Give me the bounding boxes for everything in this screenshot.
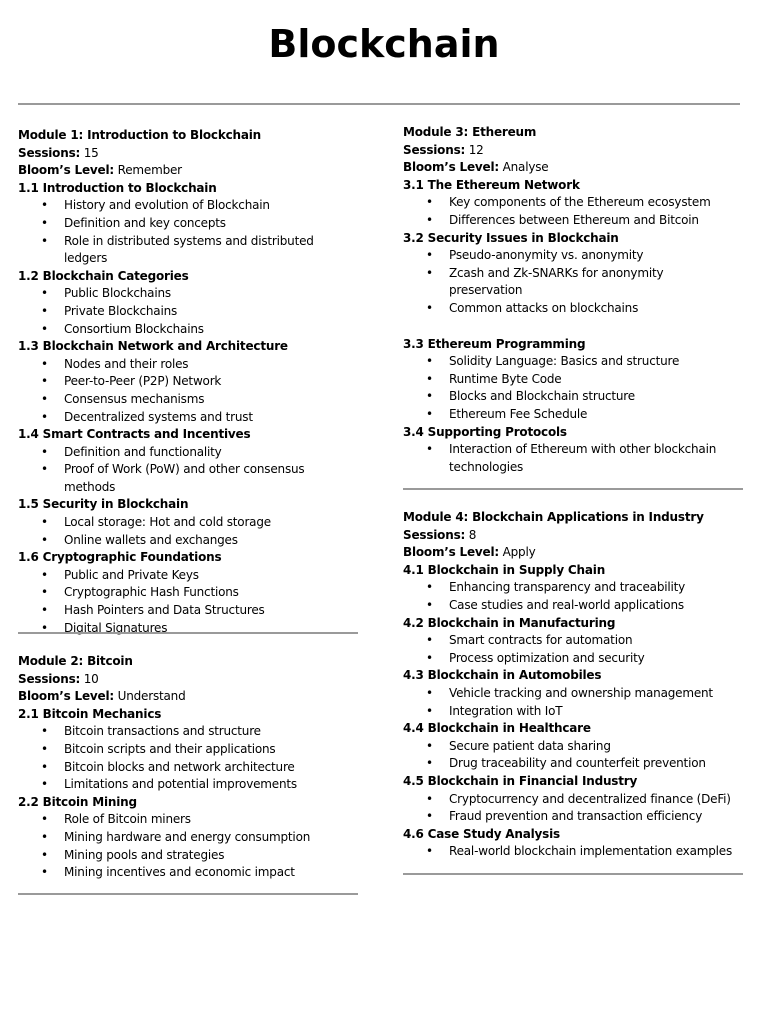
bullet-icon: • [41, 724, 48, 739]
list-item-text: Pseudo-anonymity vs. anonymity [449, 248, 644, 263]
list-item-text: Bitcoin blocks and network architecture [64, 759, 295, 774]
list-item [403, 650, 743, 668]
list-item [403, 441, 743, 476]
blooms-level-label: Bloom’s Level: [403, 545, 499, 560]
list-item [403, 703, 743, 721]
list-item [18, 811, 358, 829]
list-item [18, 444, 358, 462]
section-title: 3.4 Supporting Protocols [403, 424, 567, 439]
list-item-text: Consensus mechanisms [64, 391, 205, 406]
blooms-level-label: Bloom’s Level: [18, 163, 114, 178]
bullet-icon: • [41, 444, 48, 459]
bullet-icon: • [41, 620, 48, 635]
bullet-list [403, 353, 743, 423]
list-item [18, 233, 358, 268]
list-item-text: Mining incentives and economic impact [64, 865, 295, 880]
module-title: Module 3: Ethereum [403, 125, 537, 139]
module-title: Module 4: Blockchain Applications in Industry [403, 510, 704, 524]
list-item-text: Smart contracts for automation [449, 633, 633, 648]
sessions-label: Sessions: [18, 145, 81, 160]
bullet-icon: • [426, 212, 433, 227]
list-item-text: Secure patient data sharing [449, 738, 611, 753]
bullet-icon: • [426, 633, 433, 648]
section-title: 4.1 Blockchain in Supply Chain [403, 562, 606, 577]
bullet-icon: • [41, 374, 48, 389]
list-item-text: Ethereum Fee Schedule [449, 406, 588, 421]
bullet-list [403, 632, 743, 667]
section-title: 1.6 Cryptographic Foundations [18, 550, 222, 565]
section-title: 4.3 Blockchain in Automobiles [403, 668, 602, 683]
blooms-level-value: Analyse [502, 160, 549, 175]
list-item [403, 406, 743, 424]
section-title: 1.3 Blockchain Network and Architecture [18, 339, 288, 354]
list-item [18, 391, 358, 409]
sessions-label: Sessions: [403, 527, 466, 542]
list-item-text: Consortium Blockchains [64, 321, 204, 336]
list-item-text: Differences between Ethereum and Bitcoin [449, 212, 699, 227]
list-item [403, 212, 743, 230]
list-item [18, 321, 358, 339]
list-item-text: Bitcoin transactions and structure [64, 724, 261, 739]
list-item-text: Enhancing transparency and traceability [449, 580, 686, 595]
bullet-icon: • [426, 580, 433, 595]
section-title: 4.4 Blockchain in Healthcare [403, 721, 591, 736]
list-item [403, 808, 743, 826]
section-title: 3.1 The Ethereum Network [403, 177, 580, 192]
list-item [18, 373, 358, 391]
module-4-divider [403, 873, 743, 875]
list-item [18, 620, 358, 638]
bullet-icon: • [426, 371, 433, 386]
sessions-label: Sessions: [18, 671, 81, 686]
bullet-icon: • [426, 265, 433, 280]
module-1 [18, 127, 358, 637]
bullet-list [403, 843, 743, 861]
bullet-icon: • [426, 791, 433, 806]
bullet-icon: • [426, 248, 433, 263]
sessions-label: Sessions: [403, 142, 466, 157]
bullet-icon: • [41, 303, 48, 318]
list-item [18, 567, 358, 585]
module-title: Module 1: Introduction to Blockchain [18, 128, 262, 142]
list-item-text: History and evolution of Blockchain [64, 198, 270, 213]
blooms-level-line [18, 162, 358, 180]
blooms-level-value: Understand [117, 689, 186, 704]
list-item-text: Role of Bitcoin miners [64, 812, 191, 827]
list-item-text: Case studies and real-world applications [449, 597, 684, 612]
bullet-list [18, 567, 358, 637]
list-item [403, 738, 743, 756]
bullet-icon: • [41, 515, 48, 530]
bullet-icon: • [426, 844, 433, 859]
list-item [18, 776, 358, 794]
list-item [18, 602, 358, 620]
list-item [403, 194, 743, 212]
list-item-text: Vehicle tracking and ownership management [449, 685, 713, 700]
bullet-icon: • [426, 389, 433, 404]
bullet-icon: • [41, 812, 48, 827]
blooms-level-label: Bloom’s Level: [18, 689, 114, 704]
bullet-icon: • [426, 354, 433, 369]
list-item [18, 356, 358, 374]
bullet-icon: • [41, 585, 48, 600]
bullet-list [18, 444, 358, 497]
blooms-level-line [403, 159, 743, 177]
bullet-icon: • [41, 603, 48, 618]
list-item-text: Online wallets and exchanges [64, 532, 238, 547]
module-2-divider [18, 893, 358, 895]
bullet-icon: • [41, 532, 48, 547]
bullet-icon: • [426, 703, 433, 718]
list-item [403, 300, 743, 318]
section-title: 4.6 Case Study Analysis [403, 826, 560, 841]
bullet-list [403, 738, 743, 773]
section-title: 4.2 Blockchain in Manufacturing [403, 615, 616, 630]
bullet-icon: • [426, 650, 433, 665]
list-item-text: Public and Private Keys [64, 567, 199, 582]
list-item [403, 247, 743, 265]
bullet-list [403, 685, 743, 720]
list-item-text: Mining pools and strategies [64, 847, 225, 862]
list-item-text: Fraud prevention and transaction efficiency [449, 809, 703, 824]
blooms-level-line [403, 544, 743, 562]
list-item-text: Common attacks on blockchains [449, 300, 639, 315]
list-item-text: Definition and functionality [64, 444, 222, 459]
list-item-text: Process optimization and security [449, 650, 645, 665]
bullet-list [403, 579, 743, 614]
list-item-text: Key components of the Ethereum ecosystem [449, 195, 711, 210]
sessions-line [403, 527, 743, 545]
page-title: Blockchain [268, 22, 500, 66]
blooms-level-value: Remember [117, 163, 182, 178]
bullet-icon: • [426, 406, 433, 421]
module-4 [403, 509, 743, 861]
list-item [403, 353, 743, 371]
bullet-list [18, 723, 358, 793]
section-title: 2.1 Bitcoin Mechanics [18, 706, 162, 721]
bullet-icon: • [41, 759, 48, 774]
list-item [18, 864, 358, 882]
list-item-text: Drug traceability and counterfeit prevention [449, 756, 706, 771]
bullet-icon: • [426, 442, 433, 457]
list-item-text: Role in distributed systems and distributed ledgers [64, 233, 314, 266]
list-item [403, 632, 743, 650]
list-item [403, 371, 743, 389]
bullet-icon: • [426, 738, 433, 753]
list-item [18, 215, 358, 233]
module-3-divider [403, 488, 743, 490]
list-item-text: Cryptographic Hash Functions [64, 585, 239, 600]
list-item [18, 829, 358, 847]
bullet-icon: • [41, 356, 48, 371]
module-1-divider [18, 632, 358, 634]
sessions-line [18, 671, 358, 689]
module-3 [403, 124, 743, 476]
bullet-icon: • [41, 409, 48, 424]
sessions-value: 12 [468, 142, 484, 157]
list-item [403, 791, 743, 809]
bullet-icon: • [426, 756, 433, 771]
bullet-icon: • [41, 286, 48, 301]
list-item-text: Blocks and Blockchain structure [449, 389, 635, 404]
section-title: 4.5 Blockchain in Financial Industry [403, 773, 638, 788]
list-item-text: Runtime Byte Code [449, 371, 562, 386]
bullet-icon: • [41, 462, 48, 477]
module-title: Module 2: Bitcoin [18, 654, 133, 668]
bullet-icon: • [41, 215, 48, 230]
list-item [18, 584, 358, 602]
list-item [18, 532, 358, 550]
list-item [18, 741, 358, 759]
list-item-text: Hash Pointers and Data Structures [64, 603, 265, 618]
title-divider [18, 103, 740, 105]
bullet-list [18, 356, 358, 426]
list-item-text: Peer-to-Peer (P2P) Network [64, 374, 222, 389]
list-item-text: Definition and key concepts [64, 215, 226, 230]
bullet-icon: • [426, 685, 433, 700]
list-item-text: Digital Signatures [64, 620, 168, 635]
list-item [403, 597, 743, 615]
bullet-list [403, 791, 743, 826]
list-item-text: Solidity Language: Basics and structure [449, 354, 680, 369]
bullet-icon: • [41, 829, 48, 844]
bullet-list [403, 441, 743, 476]
bullet-list [403, 194, 743, 229]
list-item [18, 847, 358, 865]
list-item [18, 285, 358, 303]
blooms-level-line [18, 688, 358, 706]
sessions-value: 8 [468, 527, 477, 542]
list-item [18, 461, 358, 496]
bullet-list [18, 285, 358, 338]
list-item-text: Proof of Work (PoW) and other consensus methods [64, 462, 305, 494]
section-title: 1.4 Smart Contracts and Incentives [18, 427, 251, 442]
bullet-icon: • [41, 865, 48, 880]
sessions-value: 15 [83, 145, 99, 160]
list-item [403, 388, 743, 406]
bullet-list [18, 811, 358, 881]
bullet-icon: • [426, 809, 433, 824]
bullet-icon: • [41, 321, 48, 336]
module-2 [18, 653, 358, 882]
list-item [18, 197, 358, 215]
bullet-icon: • [426, 195, 433, 210]
list-item-text: Real-world blockchain implementation examples [449, 844, 733, 859]
section-title: 1.2 Blockchain Categories [18, 268, 189, 283]
list-item [403, 579, 743, 597]
list-item [18, 759, 358, 777]
list-item [18, 723, 358, 741]
bullet-icon: • [41, 567, 48, 582]
list-item-text: Public Blockchains [64, 286, 171, 301]
list-item [18, 514, 358, 532]
bullet-icon: • [426, 300, 433, 315]
bullet-list [403, 247, 743, 317]
list-item-text: Zcash and Zk-SNARKs for anonymity preservation [449, 265, 664, 298]
list-item [18, 409, 358, 427]
list-item-text: Limitations and potential improvements [64, 777, 297, 792]
bullet-icon: • [426, 597, 433, 612]
bullet-icon: • [41, 391, 48, 406]
bullet-icon: • [41, 847, 48, 862]
section-title: 1.5 Security in Blockchain [18, 497, 189, 512]
bullet-icon: • [41, 777, 48, 792]
sessions-value: 10 [83, 671, 99, 686]
list-item-text: Mining hardware and energy consumption [64, 829, 311, 844]
blooms-level-value: Apply [502, 545, 536, 560]
list-item-text: Integration with IoT [449, 703, 563, 718]
section-title: 3.3 Ethereum Programming [403, 336, 586, 351]
sessions-line [18, 145, 358, 163]
list-item-text: Local storage: Hot and cold storage [64, 515, 271, 530]
list-item-text: Nodes and their roles [64, 356, 189, 371]
list-item-text: Interaction of Ethereum with other blockchain technologies [449, 442, 717, 474]
list-item-text: Private Blockchains [64, 303, 178, 318]
section-title: 3.2 Security Issues in Blockchain [403, 230, 619, 245]
list-item-text: Bitcoin scripts and their applications [64, 741, 276, 756]
section-title: 1.1 Introduction to Blockchain [18, 180, 217, 195]
bullet-icon: • [41, 233, 48, 248]
section-title: 2.2 Bitcoin Mining [18, 794, 137, 809]
list-item [403, 265, 743, 300]
bullet-icon: • [41, 741, 48, 756]
list-item [18, 303, 358, 321]
bullet-list [18, 197, 358, 267]
list-item-text: Decentralized systems and trust [64, 409, 253, 424]
blooms-level-label: Bloom’s Level: [403, 160, 499, 175]
list-item-text: Cryptocurrency and decentralized finance (DeFi) [449, 791, 731, 806]
bullet-icon: • [41, 198, 48, 213]
bullet-list [18, 514, 358, 549]
sessions-line [403, 142, 743, 160]
list-item [403, 843, 743, 861]
list-item [403, 755, 743, 773]
list-item [403, 685, 743, 703]
